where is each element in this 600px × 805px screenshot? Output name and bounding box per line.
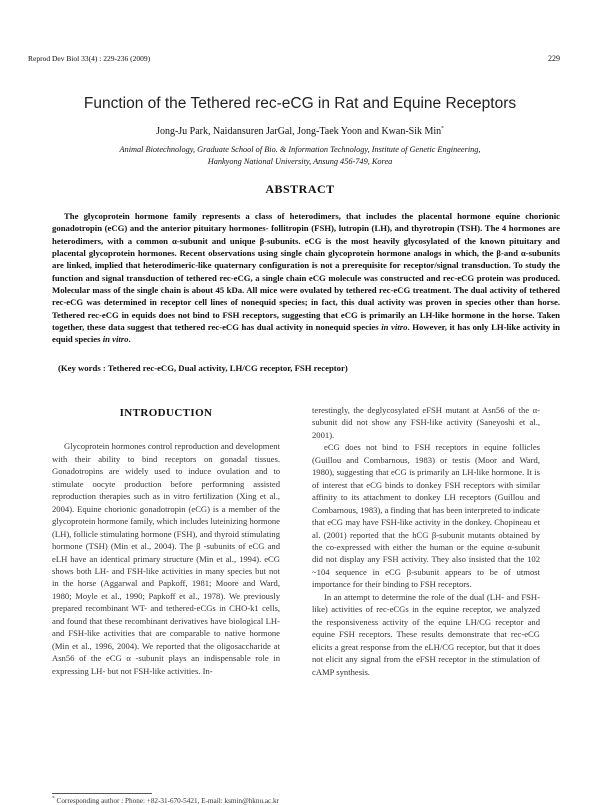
intro-paragraph-1-cont: terestingly, the deglycosylated eFSH mutant at Asn56 of the α-subunit did not show any FSH-like activity (Saneyoshi et al., 2001). — [312, 405, 540, 440]
author-names: Jong-Ju Park, Naidansuren JarGal, Jong-Taek Yoon and Kwan-Sik Min — [156, 126, 442, 137]
abstract-heading: ABSTRACT — [265, 182, 335, 196]
footnote-mark: * — [52, 795, 55, 802]
footnote-text: Corresponding author : Phone: +82-31-670-5421, E-mail: ksmin@hknu.ac.kr — [56, 797, 280, 805]
right-column — [312, 404, 540, 678]
intro-paragraph-1: Glycoprotein hormones control reproduction and development with their ability to bind receptors on gonadal tissues. Gonadotropins are widely used to induce ovulation and to stimulate oocyte production before performning assisted reproduction therapies such as in vitro fertilization (Xing et al., 2004). Equine chorionic gonadotropin (eCG) is a member of the glycoprotein hormone family, which includes luteinizing hormone (LH), follicle stimulating hormone (FSH), and thyroid stimulating hormone (TSH) (Min et al., 2004). The β -subunits of eCG and eLH have an identical primary structure (Min et al., 1994). eCG shows both LH- and FSH-like activities in many species but not in the horse (Aggarwal and Papkoff, 1981; Moore and Ward, 1980; Moyle et al., 1990; Papkoff et al., 1978). We previously prepared recombinant WT- and tethered-eCGs in CHO-k1 cells, and found that these recombinant derivatives have biological LH- and FSH-like activities that are comparable to native hormone (Min et al., 1996, 2004). We reported that the oligosaccharide at Asn56 of the eCG α -subunit plays an indispensable role in expressing LH- but not FSH-like activities. In- — [52, 441, 280, 676]
abstract-text-2: . However, it has only LH-like activity in equid species — [52, 322, 560, 345]
abstract-italic-1: in vitro — [381, 322, 408, 333]
introduction-heading: INTRODUCTION — [119, 407, 213, 419]
intro-paragraph-2: eCG does not bind to FSH receptors in equine follicles (Guillou and Combarnous, 1983) or testis (Moor and Ward, 1980), suggesting that eCG is primarily an LH-like hormone. It is of interest that eCG binds to donkey FSH receptors with similar affinity to its attachment to donkey LH receptors (Guillou and Combarnous, 1983), a finding that has been interpreted to indicate that eCG may have FSH-like activity in the donkey. Chopineau et al. (2001) reported that the hCG β-subunit mutants obtained by the co-expressed with either the human or the equine α-subunit did not display any FSH activity. They also insisted that the 102 ~104 sequence in eCG β-subunit appears to be of utmost importance for their binding to FSH receptors. — [312, 442, 540, 590]
abstract-text-3: . — [128, 334, 131, 345]
author-list — [40, 126, 560, 137]
abstract-body — [52, 210, 560, 346]
footnote-rule — [52, 793, 152, 794]
abstract-text-1: The glycoprotein hormone family represents a class of heterodimers, that includes the placental hormone equine chorionic gonadotropin (eCG) and the anterior pituitary hormones- follitropin (FSH), lutropin (LH), and thyrotropin (TSH). The 4 hormones are heterodimers, with a common α-subunit and unique β-subunits. eCG is the most heavily glycosylated of the known pituitary and placental glycoprotein hormones. Recent observations using single chain glycoprotein hormone analogs in which, the β-and α-subunits are linked, implied that heterodimeric-like quaternary configuration is not a prerequisite for receptor/signal transduction. To study the function and signal transduction of tethered rec-eCG, a single chain eCG molecule was constructed and rec-eCG protein was produced. Molecular mass of the single chain is about 45 kDa. All mice were ovulated by tethered rec-eCG treatment. The dual activity of tethered rec-eCG was determined in receptor cell lines of nonequid species; in fact, this dual activity was proven in species other than horse. Tethered rec-eCG in equids does not bind to FSH receptors, suggesting that eCG is primarily an LH-like hormone in the horse. Taken together, these data suggest that tethered rec-eCG has dual activity in nonequid species — [52, 211, 560, 333]
page-number: 229 — [548, 54, 560, 63]
journal-citation: Reprod Dev Biol 33(4) : 229-236 (2009) — [28, 54, 151, 63]
abstract-italic-2: in vitro — [102, 334, 129, 345]
affiliation-line-1: Animal Biotechnology, Graduate School of Bio. & Information Technology, Institute of Genetic Engineering, — [119, 145, 481, 154]
corresponding-mark: * — [441, 125, 444, 132]
footnote — [52, 797, 279, 805]
paper-title: Function of the Tethered rec-eCG in Rat and Equine Receptors — [83, 95, 517, 112]
left-column — [52, 404, 280, 677]
keywords: (Key words : Tethered rec-eCG, Dual activity, LH/CG receptor, FSH receptor) — [58, 363, 348, 373]
affiliation — [40, 144, 560, 167]
intro-paragraph-3: In an attempt to determine the role of the dual (LH- and FSH-like) activities of rec-eCGs in the equine receptor, we analyzed the responsiveness activity of the equine LH/CG receptor and equine FSH receptors. These results demonstrate that rec-eCG elicits a great response from the eLH/CG receptor, but that it does not elicit any signal from the eFSH receptor in the stimulation of cAMP synthesis. — [312, 591, 540, 677]
affiliation-line-2: Hankyong National University, Ansung 456-749, Korea — [207, 156, 393, 166]
